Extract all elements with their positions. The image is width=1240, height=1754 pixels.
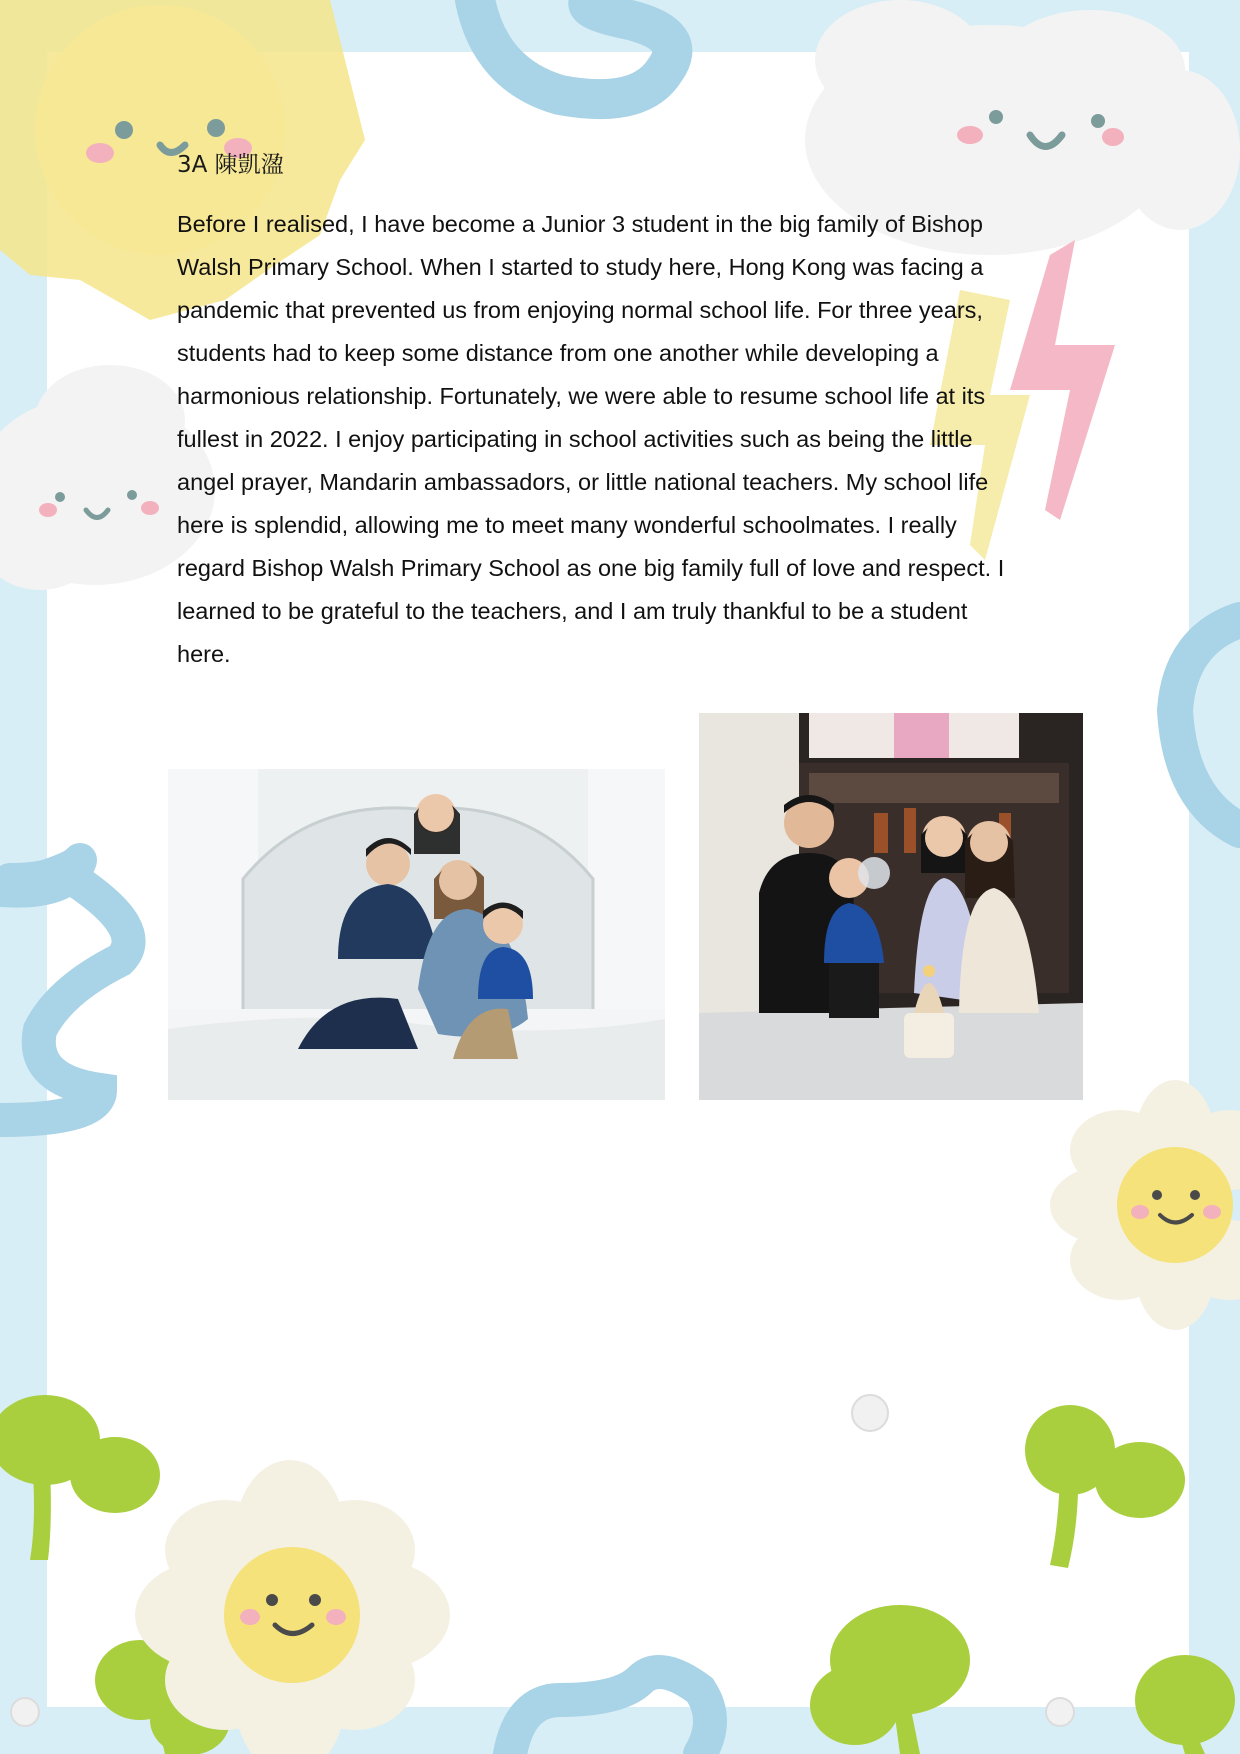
sprout-bottom-right-icon — [1135, 1655, 1235, 1754]
essay-line: Before I realised, I have become a Junior 3 student in the big family of Bishop — [177, 211, 983, 237]
essay-line: here is splendid, allowing me to meet many wonderful schoolmates. I really — [177, 512, 957, 538]
bubble-icon — [852, 1395, 888, 1431]
sprout-bottom-center-icon — [810, 1605, 970, 1754]
sprout-left-icon — [0, 1395, 160, 1560]
essay-line: fullest in 2022. I enjoy participating in school activities such as being the little — [177, 426, 973, 452]
essay-text — [177, 203, 1077, 676]
essay-line: harmonious relationship. Fortunately, we were able to resume school life at its — [177, 383, 986, 409]
essay-line: Walsh Primary School. When I started to study here, Hong Kong was facing a — [177, 254, 984, 280]
family-photo-bed — [168, 769, 665, 1100]
student-class-and-name: 3A 陳凱溋 — [177, 152, 284, 178]
essay-line: here. — [177, 641, 231, 667]
essay-line: learned to be grateful to the teachers, and I am truly thankful to be a student — [177, 598, 968, 624]
squiggle-right-icon — [1175, 620, 1240, 830]
flower-bottom-left-icon — [135, 1460, 450, 1754]
essay-line: pandemic that prevented us from enjoying normal school life. For three years, — [177, 297, 983, 323]
essay-line: angel prayer, Mandarin ambassadors, or little national teachers. My school life — [177, 469, 989, 495]
essay-line: students had to keep some distance from one another while developing a — [177, 340, 939, 366]
squiggle-left-icon — [0, 860, 129, 1120]
family-photo-cake — [699, 713, 1083, 1100]
sprout-right-icon — [1025, 1405, 1185, 1568]
essay-line: regard Bishop Walsh Primary School as one big family full of love and respect. I — [177, 555, 1005, 581]
flower-right-icon — [1050, 1080, 1240, 1330]
squiggle-bottom-icon — [510, 1672, 710, 1754]
squiggle-top-icon — [475, 0, 672, 99]
